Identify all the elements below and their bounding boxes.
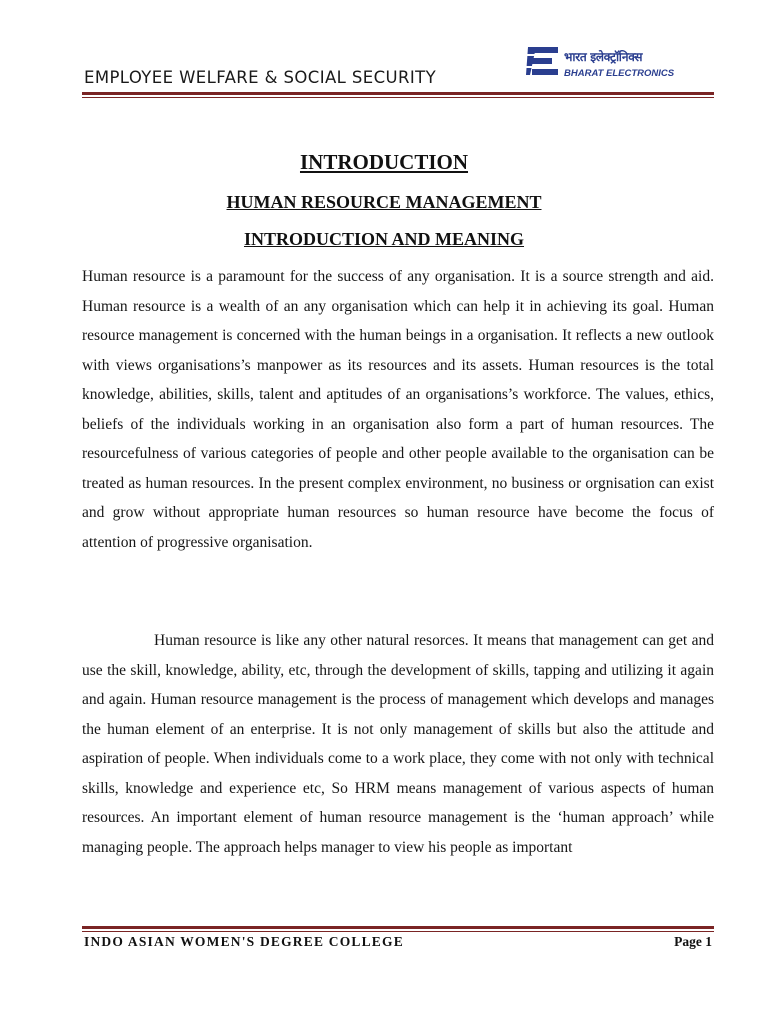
header-title: EMPLOYEE WELFARE & SOCIAL SECURITY [84,68,437,87]
bharat-electronics-logo [526,44,675,88]
logo-english-text: BHARAT ELECTRONICS [564,68,675,79]
page-number: Page 1 [674,934,712,949]
footer-rule-thin [82,931,714,932]
footer-rule-thick [82,926,714,929]
footer-college-name: INDO ASIAN WOMEN'S DEGREE COLLEGE [84,934,404,949]
paragraph-1: Human resource is a paramount for the success of any organisation. It is a source strength and aid. Human resource is a wealth of an any organisation which can help it in achieving its goal. Human resource management is concerned with the human beings in a organisation. It reflects a new outlook with views organisations’s manpower as its resources and its assets. Human resources is the total knowledge, abilities, skills, talent and aptitudes of an organisations’s workforce. The values, ethics, beliefs of the individuals working in an organisation also form a part of human resources. The resourcefulness of various categories of people and other people available to the organisation can be treated as human resources. In the present complex environment, no business or orgnisation can exist and grow without appropriate human resources so human resource have become the focus of attention of progressive organisation. [82,268,714,551]
header-rule-thin [82,97,714,98]
section-subtitle: HUMAN RESOURCE MANAGEMENT [226,192,542,212]
logo-hindi-text: भारत इलेक्ट्रॉनिक्स [564,50,643,64]
section-heading: INTRODUCTION AND MEANING [243,229,525,249]
paragraph-2: Human resource is like any other natural resorces. It means that management can get and use the skill, knowledge, ability, etc, through the development of skills, tapping and utilizing it again and again. Human resource management is the process of management which develops and manages the human element of an enterprise. It is not only management of skills but also the attitude and aspiration of people. When individuals come to a work place, they come with not only with technical skills, knowledge and experience etc, So HRM means management of various aspects of human resources. An important element of human resource management is the ‘human approach’ while managing people. The approach helps manager to view his people as important [82,632,714,856]
page-title: INTRODUCTION [299,150,469,174]
bel-emblem-icon [526,44,562,80]
header-rule-thick [82,92,714,95]
